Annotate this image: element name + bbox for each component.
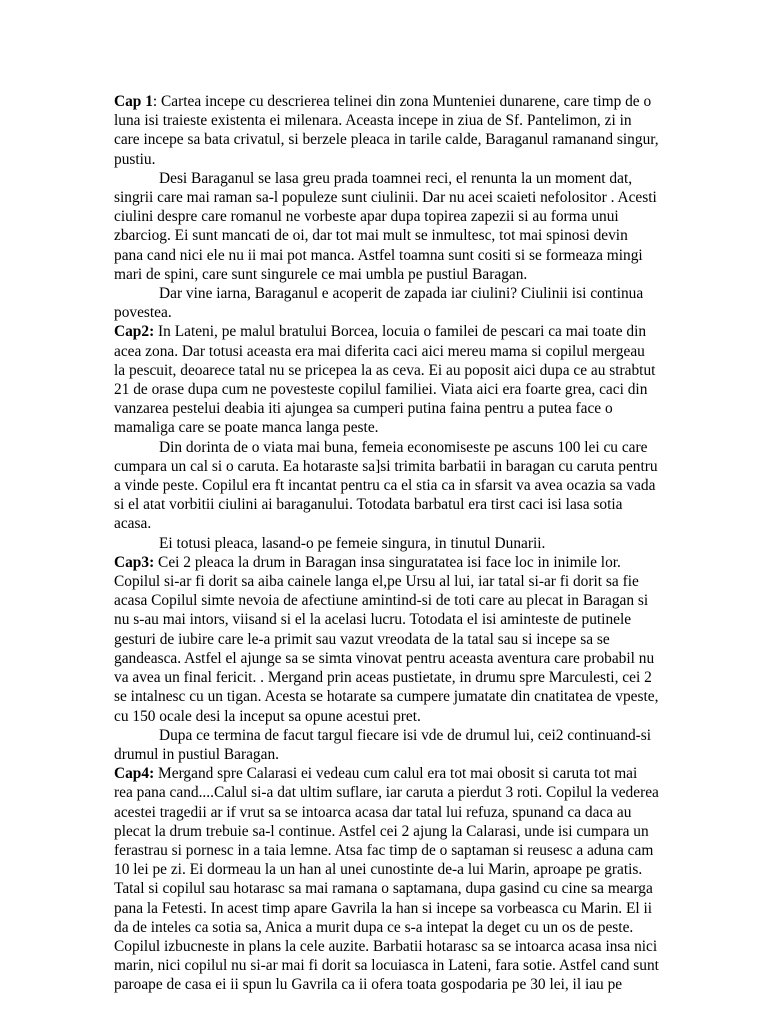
chapter-label-cap4: Cap4: (114, 765, 155, 783)
paragraph-cap4 (114, 764, 659, 994)
paragraph-text: Din dorinta de o viata mai buna, femeia economiseste pe ascuns 100 lei cu care cumpara un cal si o caruta. Ea hotaraste sa]si trimita barbatii in baragan cu caruta pentru a vinde peste. Copilul era ft incantat pentru ca el stia ca in sfarsit va avea ocazia sa vada si el atat vorbitii ciulini ai baraganului. Totodata barbatul era tirst caci isi lasa sotia acasa. (114, 438, 658, 533)
paragraph-text: Cei 2 pleaca la drum in Baragan insa singuratatea isi face loc in inimile lor. Copilul si-ar fi dorit sa aiba cainele langa el,pe Ursu al lui, iar tatal si-ar fi dorit sa fie acasa Copilul simte nevoia de afectiune amintind-si de toti care au plecat in Baragan si nu s-au mai intors, viisand si el la acelasi lucru. Totodata el isi aminteste de putinele gesturi de iubire care le-a primit sau vazut vreodata de la tatal sau si incepe sa se gandeasca. Astfel el ajunge sa se simta vinovat pentru aceasta aventura care probabil nu va avea un final fericit. . Mergand prin aceas pustietate, in drumu spre Marculesti, cei 2 se intalnesc cu un tigan. Acesta se hotarate sa cumpere jumatate din cnatitatea de vpeste, cu 150 ocale desi la inceput sa opune acestui pret. (114, 553, 659, 725)
paragraph-cap1-desi (114, 169, 659, 284)
paragraph-cap2-pleaca (114, 534, 659, 553)
chapter-label-cap2: Cap2: (114, 323, 155, 341)
paragraph-cap2 (114, 322, 659, 437)
paragraph-cap1-iarna (114, 284, 659, 322)
paragraph-cap2-dorinta (114, 438, 659, 534)
paragraph-text: Dupa ce termina de facut targul fiecare isi vde de drumul lui, cei2 continuand-si drumul in pustiul Baragan. (114, 726, 652, 763)
document-page (114, 92, 659, 995)
paragraph-cap1 (114, 92, 659, 169)
paragraph-text: Dar vine iarna, Baraganul e acoperit de zapada iar ciulini? Ciulinii isi continua povestea. (114, 285, 644, 322)
paragraph-text: Mergand spre Calarasi ei vedeau cum calul era tot mai obosit si caruta tot mai rea pana cand....Calul si-a dat ultim suflare, iar caruta a pierdut 3 roti. Copilul la vederea acestei tragedii ar if vrut sa se intoarca acasa dar tatal lui refuza, spunand ca daca au plecat la drum trebuie sa-l continue. Astfel cei 2 ajung la Calarasi, unde isi cumpara un ferastrau si pornesc in a taia lemne. Atsa fac timp de o saptaman si reusesc a aduna cam 10 lei pe zi. Ei dormeau la un han al unei cunostinte de-a lui Marin, aproape pe gratis. Tatal si copilul sau hotarasc sa mai ramana o saptamana, dupa gasind cu cine sa mearga pana la Fetesti. In acest timp apare Gavrila la han si incepe sa vorbeasca cu Marin. El ii da de inteles ca sotia sa, Anica a murit dupa ce s-a intepat la deget cu un os de peste. Copilul izbucneste in plans la cele auzite. Barbatii hotarasc sa se intoarca acasa insa nici marin, nici copilul nu si-ar mai fi dorit sa locuiasca in Lateni, fara sotie. Astfel cand sunt paroape de casa ei ii spun lu Gavrila ca ii ofera toata gospodaria pe 30 lei, il iau pe (114, 765, 659, 994)
paragraph-cap3-targul (114, 726, 659, 764)
paragraph-text: In Lateni, pe malul bratului Borcea, locuia o familei de pescari ca mai toate din acea zona. Dar totusi aceasta era mai diferita caci aici mereu mama si copilul mergeau la pescuit, deoarece tatal nu se pricepea la as ceva. Ei au poposit aici dupa ce au strabtut 21 de orase dupa cum ne povesteste copilul familiei. Viata aici era foarte grea, caci din vanzarea pestelui deabia iti ajungea sa cumperi putina faina pentru a putea face o mamaliga care se poate manca langa peste. (114, 323, 656, 437)
paragraph-text: Desi Baraganul se lasa greu prada toamnei reci, el renunta la un moment dat, singrii care mai raman sa-l populeze sunt ciulinii. Dar nu acei scaieti nefolositor . Acesti ciulini despre care romanul ne vorbeste apar dupa topirea zapezii si au forma unui zbarciog. Ei sunt mancati de oi, dar tot mai mult se inmultesc, tot mai spinosi devin pana cand nici ele nu ii mai pot manca. Astfel toamna sunt cositi si se formeaza mingi mari de spini, care sunt singurele ce mai umbla pe pustiul Baragan. (114, 169, 657, 283)
chapter-label-cap1: Cap 1 (114, 93, 153, 110)
chapter-label-cap3: Cap3: (114, 553, 155, 571)
paragraph-text: Ei totusi pleaca, lasand-o pe femeie singura, in tinutul Dunarii. (159, 534, 546, 552)
paragraph-text: : Cartea incepe cu descrierea telinei din zona Munteniei dunarene, care timp de o luna isi traieste existenta ei milenara. Aceasta incepe in ziua de Sf. Pantelimon, zi in care incepe sa bata crivatul, si berzele pleaca in tarile calde, Baraganul ramanand singur, pustiu. (114, 93, 659, 168)
paragraph-cap3 (114, 553, 659, 726)
